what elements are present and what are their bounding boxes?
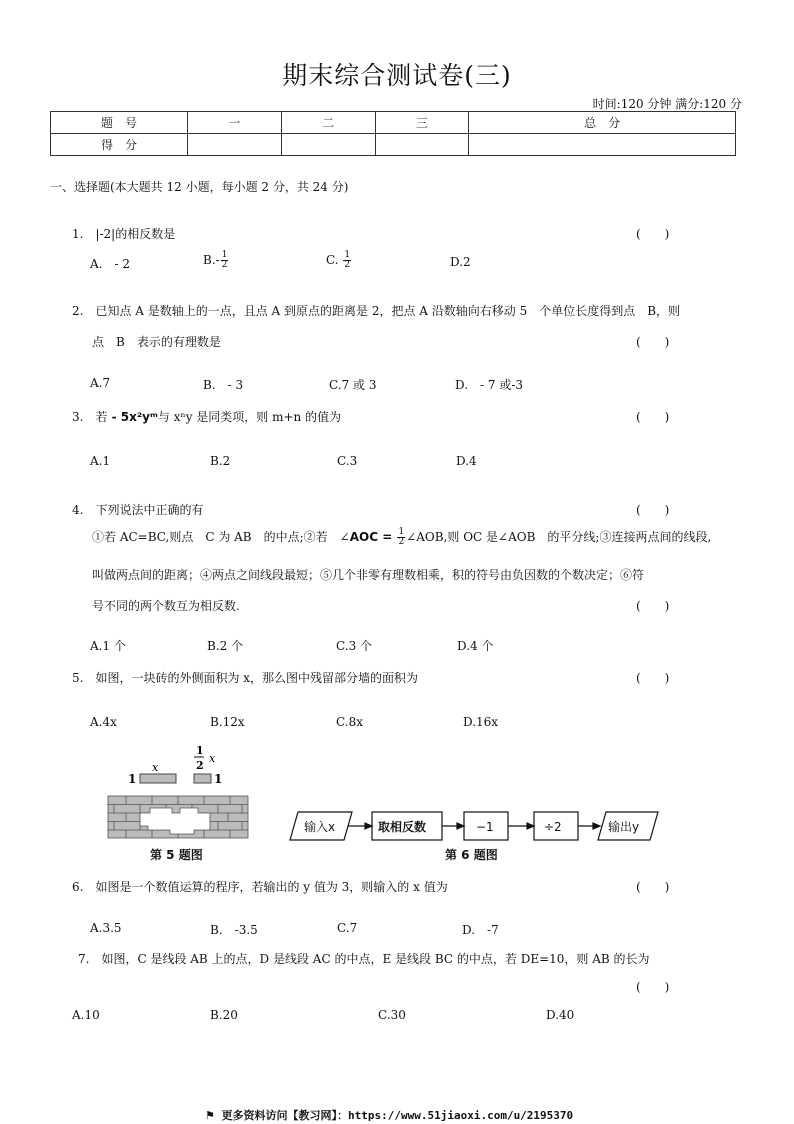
option-prefix: C. [326, 253, 339, 267]
q5-option-a: A.4x [90, 715, 117, 729]
table-cell: 总 分 [469, 112, 736, 134]
table-cell: 三 [375, 112, 469, 134]
q1-option-b [203, 251, 229, 270]
q6-option-d: D. -7 [462, 923, 499, 937]
fraction [343, 251, 351, 270]
arrow-icon [593, 823, 600, 829]
q3-expression: - 5x²yᵐ [107, 410, 158, 424]
numerator: 1 [398, 527, 405, 537]
figure-5-brick-wall [100, 742, 260, 842]
q2-option-c: C.7 或 3 [329, 378, 377, 392]
page-title: 期末综合测试卷(三) [282, 61, 512, 90]
q3-stem [72, 408, 341, 425]
section-heading: 一、选择题(本大题共 12 小题，每小题 2 分，共 24 分) [50, 180, 349, 194]
table-row [51, 112, 736, 134]
q4-stem: 4. 下列说法中正确的有 [72, 503, 204, 517]
score-cell[interactable] [188, 134, 282, 156]
score-table [50, 111, 736, 156]
q4-angle-expr: AOC = [349, 530, 397, 544]
flow-input-label: 输入x [304, 820, 336, 834]
q1-stem: 1. |-2|的相反数是 [72, 227, 176, 241]
answer-paren: ( ) [636, 980, 670, 994]
q6-stem: 6. 如图是一个数值运算的程序，若输出的 y 值为 3，则输入的 x 值为 [72, 880, 448, 894]
q5-stem: 5. 如图，一块砖的外侧面积为 x，那么图中残留部分墙的面积为 [72, 671, 419, 685]
q5-option-d: D.16x [463, 715, 499, 729]
fraction [221, 251, 229, 270]
q7-option-a: A.10 [72, 1008, 100, 1022]
fig5-caption: 第 5 题图 [150, 848, 203, 862]
q3-option-d: D.4 [456, 454, 477, 468]
fig5-one-left: 1 [128, 772, 137, 786]
option-prefix: B.- [203, 253, 220, 267]
flow-step1-label: 取相反数 [378, 820, 427, 834]
q7-option-d: D.40 [546, 1008, 575, 1022]
table-cell: 一 [188, 112, 282, 134]
arrow-icon [527, 823, 534, 829]
q2-stem-line1: 2. 已知点 A 是数轴上的一点，且点 A 到原点的距离是 2，把点 A 沿数轴向右移动 5 个单位长度得到点 B，则 [72, 304, 681, 318]
q6-option-b: B. -3.5 [210, 923, 258, 937]
q3-option-b: B.2 [210, 454, 231, 468]
flag-icon: ⚑ [205, 1109, 215, 1122]
table-cell: 得 分 [51, 134, 188, 156]
fig5-half-x: x [209, 752, 216, 765]
q3-option-a: A.1 [90, 454, 111, 468]
answer-paren: ( ) [636, 503, 670, 517]
q4-line1-c: ∠AOB,则 OC 是∠AOB 的平分线;③连接两点间的线段, [406, 530, 712, 544]
flow-step3-label: ÷2 [544, 820, 562, 834]
q1-option-c [326, 251, 352, 270]
q3-prefix: 3. 若 [72, 410, 108, 424]
fig5-x-label: x [152, 761, 159, 774]
answer-paren: ( ) [636, 880, 670, 894]
q4-option-b: B.2 个 [207, 639, 244, 653]
q7-option-b: B.20 [210, 1008, 238, 1022]
arrow-icon [457, 823, 464, 829]
q4-line3: 号不同的两个数互为相反数. [92, 599, 240, 613]
q4-option-a: A.1 个 [90, 639, 126, 653]
q2-option-b: B. - 3 [203, 378, 244, 392]
fraction [397, 528, 405, 547]
q5-option-c: C.8x [336, 715, 363, 729]
answer-paren: ( ) [636, 227, 670, 241]
fig5-half-n: 1 [196, 744, 204, 757]
denominator: 2 [221, 260, 228, 270]
q2-option-d: D. - 7 或-3 [455, 378, 524, 392]
q3-rest: 与 xⁿy 是同类项，则 m+n 的值为 [157, 410, 342, 424]
flow-step2-label: −1 [476, 820, 494, 834]
q4-option-d: D.4 个 [457, 639, 494, 653]
q4-line1 [92, 528, 711, 547]
score-cell[interactable] [469, 134, 736, 156]
denominator: 2 [398, 537, 405, 547]
exam-meta: 时间:120 分钟 满分:120 分 [592, 97, 742, 111]
q7-option-c: C.30 [378, 1008, 406, 1022]
footer-link[interactable] [205, 1107, 573, 1123]
numerator: 1 [221, 250, 228, 260]
q6-option-a: A.3.5 [90, 921, 122, 935]
answer-paren: ( ) [636, 335, 670, 349]
q4-line2: 叫做两点间的距离；④两点之间线段最短；⑤几个非零有理数相乘，积的符号由负因数的个数决定；⑥符 [92, 568, 645, 582]
q4-line1-a: ①若 AC=BC,则点 C 为 AB 的中点;②若 ∠ [92, 530, 350, 544]
q5-option-b: B.12x [210, 715, 245, 729]
q1-option-d: D.2 [450, 255, 471, 269]
fig6-caption: 第 6 题图 [445, 848, 498, 862]
q3-option-c: C.3 [337, 454, 358, 468]
fig5-half-d: 2 [196, 759, 204, 772]
table-cell: 二 [281, 112, 375, 134]
arrow-icon [365, 823, 372, 829]
figure-6-flowchart [288, 806, 668, 846]
q6-option-c: C.7 [337, 921, 358, 935]
answer-paren: ( ) [636, 599, 670, 613]
score-cell[interactable] [281, 134, 375, 156]
q1-option-a: A. - 2 [90, 257, 130, 271]
fig5-one-right: 1 [214, 772, 223, 786]
q7-stem: 7. 如图，C 是线段 AB 上的点，D 是线段 AC 的中点，E 是线段 BC 的中点，若 DE=10，则 AB 的长为 [78, 952, 650, 966]
answer-paren: ( ) [636, 671, 670, 685]
q2-stem-line2: 点 B 表示的有理数是 [92, 335, 221, 349]
flow-output-label: 输出y [608, 820, 640, 834]
numerator: 1 [344, 250, 351, 260]
footer-text: 更多资料访问【教习网】：https://www.51jiaoxi.com/u/2195370 [221, 1109, 574, 1122]
q2-option-a: A.7 [90, 376, 111, 390]
denominator: 2 [344, 260, 351, 270]
answer-paren: ( ) [636, 410, 670, 424]
table-row [51, 134, 736, 156]
q4-option-c: C.3 个 [336, 639, 373, 653]
table-cell: 题 号 [51, 112, 188, 134]
score-cell[interactable] [375, 134, 469, 156]
